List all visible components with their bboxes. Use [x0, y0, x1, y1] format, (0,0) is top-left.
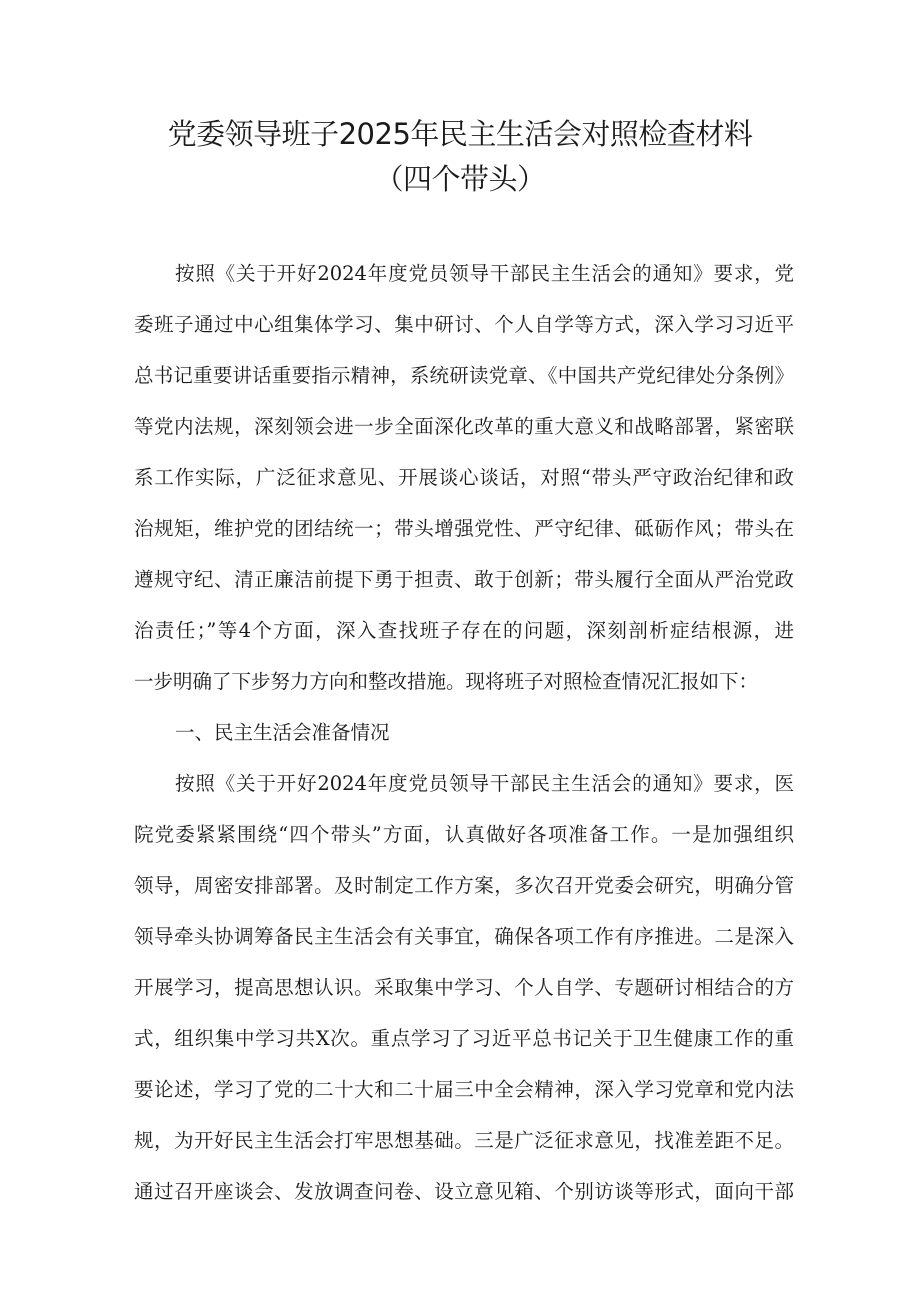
- paragraph-2-line: 式，组织集中学习共X次。重点学习了习近平总书记关于卫生健康工作的重: [134, 1027, 794, 1050]
- paragraph-1-line: 治规矩，维护党的团结统一；带头增强党性、严守纪律、砥砺作风；带头在: [134, 517, 794, 540]
- paragraph-2-line: 院党委紧紧围绕“四个带头”方面，认真做好各项准备工作。一是加强组织: [134, 823, 794, 846]
- paragraph-1-line: 按照《关于开好2024年度党员领导干部民主生活会的通知》要求，党: [175, 262, 794, 285]
- document-title: 党委领导班子2025年民主生活会对照检查材料: [167, 117, 753, 151]
- paragraph-2-line: 要论述，学习了党的二十大和二十届三中全会精神，深入学习党章和党内法: [134, 1078, 794, 1101]
- paragraph-2-line: 领导牵头协调筹备民主生活会有关事宜，确保各项工作有序推进。二是深入: [134, 925, 794, 948]
- document-subtitle: （四个带头）: [374, 162, 546, 196]
- paragraph-1-line: 治责任；”等4个方面，深入查找班子存在的问题，深刻剖析症结根源，进: [134, 619, 794, 642]
- paragraph-1-line: 总书记重要讲话重要指示精神，系统研读党章、《中国共产党纪律处分条例》: [134, 364, 794, 387]
- document-body: [134, 248, 794, 1217]
- paragraph-2-line: 按照《关于开好2024年度党员领导干部民主生活会的通知》要求，医: [175, 772, 794, 795]
- paragraph-1-line: 系工作实际，广泛征求意见、开展谈心谈话，对照“带头严守政治纪律和政: [134, 466, 794, 489]
- paragraph-1-line: 一步明确了下步努力方向和整改措施。现将班子对照检查情况汇报如下：: [134, 670, 759, 693]
- paragraph-2-line: 通过召开座谈会、发放调查问卷、设立意见箱、个别访谈等形式，面向干部: [134, 1180, 794, 1203]
- paragraph-1-line: 等党内法规，深刻领会进一步全面深化改革的重大意义和战略部署，紧密联: [134, 415, 794, 438]
- paragraph-2-line: 规，为开好民主生活会打牢思想基础。三是广泛征求意见，找准差距不足。: [134, 1129, 794, 1152]
- section-1-heading: 一、民主生活会准备情况: [175, 721, 390, 744]
- paragraph-2-line: 领导，周密安排部署。及时制定工作方案，多次召开党委会研究，明确分管: [134, 874, 794, 897]
- paragraph-1-line: 委班子通过中心组集体学习、集中研讨、个人自学等方式，深入学习习近平: [134, 313, 794, 336]
- paragraph-1-line: 遵规守纪、清正廉洁前提下勇于担责、敢于创新；带头履行全面从严治党政: [134, 568, 794, 591]
- paragraph-2-line: 开展学习，提高思想认识。采取集中学习、个人自学、专题研讨相结合的方: [134, 976, 794, 999]
